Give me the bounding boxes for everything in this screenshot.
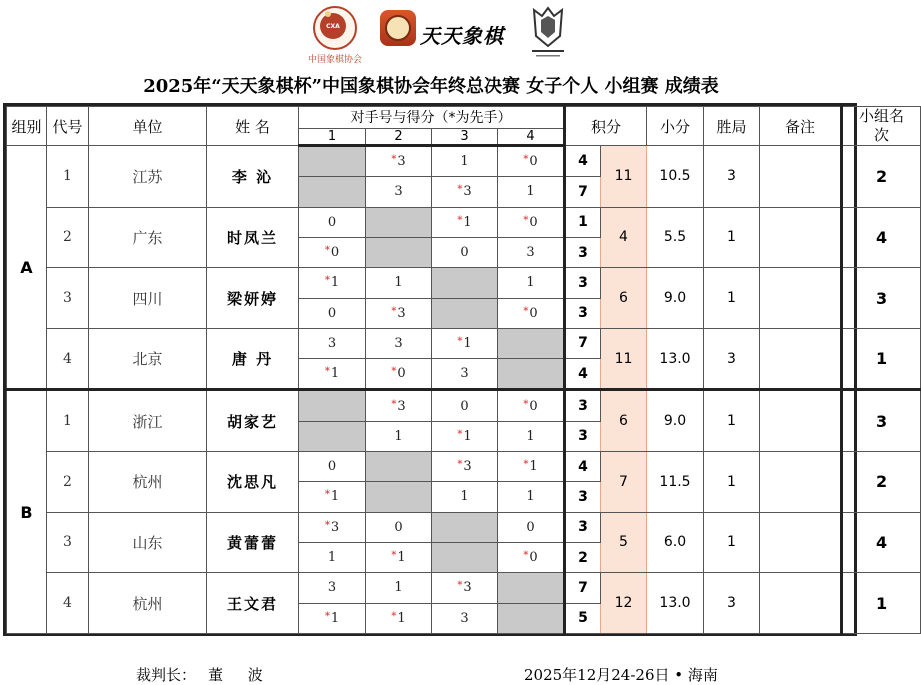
game-result <box>366 328 432 358</box>
game-score: 0 <box>526 519 535 535</box>
first-move-star: * <box>391 398 397 410</box>
player-name: 沈思凡 <box>207 452 299 513</box>
self-cell <box>498 328 565 358</box>
first-move-star: * <box>324 366 330 378</box>
round-points: 7 <box>565 573 601 603</box>
player-name: 李 沁 <box>207 146 299 208</box>
tiantian-logo-text: 天天象棋 <box>420 24 504 48</box>
col-header-name: 姓 名 <box>207 107 299 146</box>
game-result <box>366 177 432 207</box>
game-score: 1 <box>394 580 403 596</box>
game-result <box>432 328 498 358</box>
wins: 3 <box>704 146 760 208</box>
remarks <box>760 390 842 452</box>
game-score: 3 <box>327 580 337 596</box>
opp-num-header: 2 <box>366 128 432 145</box>
col-header-remarks: 备注 <box>760 107 842 146</box>
self-cell <box>432 268 498 298</box>
event-shield-icon <box>530 6 566 62</box>
game-result <box>498 512 565 542</box>
player-code: 4 <box>47 573 89 634</box>
game-score: 1 <box>460 154 469 170</box>
first-move-star: * <box>523 459 529 471</box>
game-score: 3 <box>463 459 472 475</box>
group-rank: 3 <box>842 268 921 329</box>
group-rank: 2 <box>842 452 921 513</box>
game-score: 0 <box>529 154 538 170</box>
round-points: 4 <box>565 146 601 177</box>
first-move-star: * <box>457 580 463 592</box>
first-move-star: * <box>523 550 529 562</box>
player-unit: 山东 <box>89 512 207 573</box>
game-score: 3 <box>526 245 535 261</box>
self-cell <box>498 603 565 634</box>
self-cell <box>432 542 498 572</box>
game-result <box>299 603 366 634</box>
table-row <box>7 390 921 421</box>
first-move-star: * <box>324 275 330 287</box>
game-score: 3 <box>327 335 337 351</box>
self-cell <box>299 421 366 451</box>
total-score: 4 <box>601 207 647 268</box>
table-row <box>7 207 921 237</box>
game-result <box>299 359 366 390</box>
referee-label: 裁判长： <box>136 666 197 684</box>
game-result <box>432 482 498 512</box>
game-score: 1 <box>526 275 535 291</box>
game-result <box>432 603 498 634</box>
col-header-wins: 胜局 <box>704 107 760 146</box>
game-result <box>432 207 498 237</box>
game-result <box>366 512 432 542</box>
first-move-star: * <box>457 335 463 347</box>
opp-num-header: 4 <box>498 128 565 145</box>
game-result <box>299 452 366 482</box>
game-result <box>498 268 565 298</box>
game-result <box>366 359 432 390</box>
game-result <box>366 542 432 572</box>
player-unit: 浙江 <box>89 390 207 452</box>
remarks <box>760 512 842 573</box>
self-cell <box>432 298 498 328</box>
player-name: 梁妍婷 <box>207 268 299 329</box>
wins: 3 <box>704 328 760 390</box>
first-move-star: * <box>523 305 529 317</box>
col-header-rank: 小组名次 <box>842 107 921 146</box>
group-rank: 1 <box>842 573 921 634</box>
first-move-star: * <box>391 366 397 378</box>
round-points: 2 <box>565 542 601 572</box>
group-rank: 3 <box>842 390 921 452</box>
results-table <box>6 106 921 634</box>
game-score: 0 <box>327 305 337 321</box>
game-score: 3 <box>397 305 406 321</box>
group-rank: 4 <box>842 512 921 573</box>
game-score: 0 <box>460 245 469 261</box>
remarks <box>760 573 842 634</box>
game-score: 3 <box>460 366 469 382</box>
game-result <box>432 237 498 267</box>
game-score: 0 <box>529 398 538 414</box>
game-score: 0 <box>327 459 337 475</box>
first-move-star: * <box>523 154 529 166</box>
first-move-star: * <box>324 610 330 622</box>
total-score: 5 <box>601 512 647 573</box>
game-result <box>299 542 366 572</box>
first-move-star: * <box>523 214 529 226</box>
total-score: 12 <box>601 573 647 634</box>
game-result <box>498 390 565 421</box>
first-move-star: * <box>391 305 397 317</box>
player-name: 唐 丹 <box>207 328 299 390</box>
game-score: 1 <box>330 366 340 382</box>
game-score: 0 <box>330 245 340 261</box>
game-score: 1 <box>397 610 406 626</box>
self-cell <box>366 452 432 482</box>
player-code: 2 <box>47 452 89 513</box>
game-result <box>299 298 366 328</box>
game-score: 1 <box>397 550 406 566</box>
game-result <box>432 177 498 207</box>
game-score: 0 <box>529 214 538 230</box>
col-header-small-points: 小分 <box>647 107 704 146</box>
wins: 1 <box>704 452 760 513</box>
game-result <box>498 207 565 237</box>
game-result <box>299 268 366 298</box>
game-score: 1 <box>463 335 472 351</box>
referee-name: 董 波 <box>208 666 273 684</box>
player-code: 4 <box>47 328 89 390</box>
first-move-star: * <box>457 459 463 471</box>
round-points: 7 <box>565 177 601 207</box>
small-points: 6.0 <box>647 512 704 573</box>
self-cell <box>366 237 432 267</box>
game-result <box>299 207 366 237</box>
total-score: 6 <box>601 390 647 452</box>
remarks <box>760 328 842 390</box>
round-points: 7 <box>565 328 601 358</box>
logo-bar <box>0 6 862 68</box>
round-points: 5 <box>565 603 601 634</box>
remarks <box>760 452 842 513</box>
col-header-unit: 单位 <box>89 107 207 146</box>
game-score: 0 <box>327 214 337 230</box>
game-score: 1 <box>330 275 340 291</box>
group-rank: 4 <box>842 207 921 268</box>
small-points: 10.5 <box>647 146 704 208</box>
remarks <box>760 207 842 268</box>
game-score: 3 <box>397 154 406 170</box>
game-score: 0 <box>529 550 538 566</box>
first-move-star: * <box>457 214 463 226</box>
round-points: 3 <box>565 298 601 328</box>
first-move-star: * <box>391 550 397 562</box>
wins: 1 <box>704 512 760 573</box>
round-points: 3 <box>565 268 601 298</box>
game-result <box>299 328 366 358</box>
game-score: 1 <box>526 428 535 444</box>
self-cell <box>299 390 366 421</box>
game-result <box>498 146 565 177</box>
remarks <box>760 268 842 329</box>
cxa-logo <box>303 6 367 68</box>
self-cell <box>299 177 366 207</box>
first-move-star: * <box>523 398 529 410</box>
player-code: 3 <box>47 512 89 573</box>
self-cell <box>299 146 366 177</box>
game-score: 0 <box>529 305 538 321</box>
game-score: 3 <box>394 335 403 351</box>
total-score: 11 <box>601 328 647 390</box>
game-result <box>498 421 565 451</box>
small-points: 9.0 <box>647 390 704 452</box>
game-score: 1 <box>463 428 472 444</box>
game-result <box>498 542 565 572</box>
opp-num-header: 3 <box>432 128 498 145</box>
game-result <box>432 452 498 482</box>
small-points: 5.5 <box>647 207 704 268</box>
game-score: 3 <box>394 184 403 200</box>
col-header-code: 代号 <box>47 107 89 146</box>
game-score: 3 <box>397 398 406 414</box>
game-result <box>432 421 498 451</box>
small-points: 13.0 <box>647 328 704 390</box>
group-rank: 1 <box>842 328 921 390</box>
game-score: 3 <box>463 580 472 596</box>
col-header-points: 积分 <box>565 107 647 146</box>
player-name: 王文君 <box>207 573 299 634</box>
player-unit: 四川 <box>89 268 207 329</box>
game-result <box>498 482 565 512</box>
round-points: 3 <box>565 512 601 542</box>
cxa-logo-mark: CXA <box>326 23 340 30</box>
player-code: 3 <box>47 268 89 329</box>
game-result <box>366 573 432 603</box>
date-place: 2025年12月24-26日 • 海南 <box>524 666 718 684</box>
remarks <box>760 146 842 208</box>
game-score: 1 <box>526 489 535 505</box>
first-move-star: * <box>457 428 463 440</box>
game-result <box>498 177 565 207</box>
table-row <box>7 512 921 542</box>
cxa-seal-icon <box>313 6 357 50</box>
game-score: 3 <box>330 519 340 535</box>
self-cell <box>498 359 565 390</box>
self-cell <box>366 207 432 237</box>
game-result <box>432 573 498 603</box>
small-points: 11.5 <box>647 452 704 513</box>
table-row <box>7 268 921 298</box>
game-result <box>432 146 498 177</box>
round-points: 4 <box>565 359 601 390</box>
self-cell <box>432 512 498 542</box>
player-code: 2 <box>47 207 89 268</box>
cxa-logo-caption: 中国象棋协会 <box>307 55 362 65</box>
col-header-opponent: 对手号与得分（*为先手） <box>299 107 565 129</box>
game-result <box>498 452 565 482</box>
total-score: 7 <box>601 452 647 513</box>
game-result <box>299 482 366 512</box>
round-points: 3 <box>565 237 601 267</box>
wins: 1 <box>704 390 760 452</box>
game-score: 1 <box>463 214 472 230</box>
wins: 3 <box>704 573 760 634</box>
game-score: 1 <box>327 550 337 566</box>
wins: 1 <box>704 207 760 268</box>
self-cell <box>366 482 432 512</box>
total-score: 6 <box>601 268 647 329</box>
game-result <box>366 603 432 634</box>
first-move-star: * <box>324 245 330 257</box>
round-points: 3 <box>565 421 601 451</box>
round-points: 1 <box>565 207 601 237</box>
game-score: 1 <box>460 489 469 505</box>
game-score: 0 <box>394 519 403 535</box>
small-points: 13.0 <box>647 573 704 634</box>
footer <box>0 664 862 684</box>
player-unit: 杭州 <box>89 573 207 634</box>
group-rank: 2 <box>842 146 921 208</box>
table-row <box>7 452 921 482</box>
game-score: 3 <box>460 610 469 626</box>
opp-num-header: 1 <box>299 128 366 145</box>
game-result <box>299 512 366 542</box>
player-unit: 广东 <box>89 207 207 268</box>
first-move-star: * <box>324 489 330 501</box>
first-move-star: * <box>324 519 330 531</box>
game-result <box>366 390 432 421</box>
game-score: 1 <box>330 489 340 505</box>
group-label: A <box>7 146 47 390</box>
player-name: 胡家艺 <box>207 390 299 452</box>
page-title: 2025年“天天象棋杯”中国象棋协会年终总决赛 女子个人 小组赛 成绩表 <box>143 76 719 97</box>
player-code: 1 <box>47 390 89 452</box>
player-unit: 杭州 <box>89 452 207 513</box>
game-result <box>366 146 432 177</box>
player-name: 黄蕾蕾 <box>207 512 299 573</box>
table-row <box>7 573 921 603</box>
game-score: 1 <box>394 428 403 444</box>
game-score: 3 <box>463 184 472 200</box>
game-result <box>366 298 432 328</box>
game-result <box>432 390 498 421</box>
game-score: 1 <box>394 275 403 291</box>
round-points: 3 <box>565 482 601 512</box>
first-move-star: * <box>391 154 397 166</box>
table-row <box>7 328 921 358</box>
player-unit: 江苏 <box>89 146 207 208</box>
first-move-star: * <box>457 184 463 196</box>
tiantian-app-icon <box>380 10 416 46</box>
results-body <box>7 146 921 634</box>
self-cell <box>498 573 565 603</box>
game-score: 1 <box>529 459 538 475</box>
game-result <box>366 421 432 451</box>
first-move-star: * <box>391 610 397 622</box>
col-header-group: 组别 <box>7 107 47 146</box>
table-row <box>7 146 921 177</box>
player-code: 1 <box>47 146 89 208</box>
round-points: 4 <box>565 452 601 482</box>
game-result <box>366 268 432 298</box>
game-result <box>432 359 498 390</box>
player-name: 时凤兰 <box>207 207 299 268</box>
game-result <box>299 237 366 267</box>
game-result <box>299 573 366 603</box>
game-score: 1 <box>330 610 340 626</box>
group-label: B <box>7 390 47 634</box>
game-score: 1 <box>526 184 535 200</box>
round-points: 3 <box>565 390 601 421</box>
game-score: 0 <box>397 366 406 382</box>
total-score: 11 <box>601 146 647 208</box>
game-score: 0 <box>460 398 469 414</box>
game-result <box>498 237 565 267</box>
player-unit: 北京 <box>89 328 207 390</box>
small-points: 9.0 <box>647 268 704 329</box>
wins: 1 <box>704 268 760 329</box>
game-result <box>498 298 565 328</box>
